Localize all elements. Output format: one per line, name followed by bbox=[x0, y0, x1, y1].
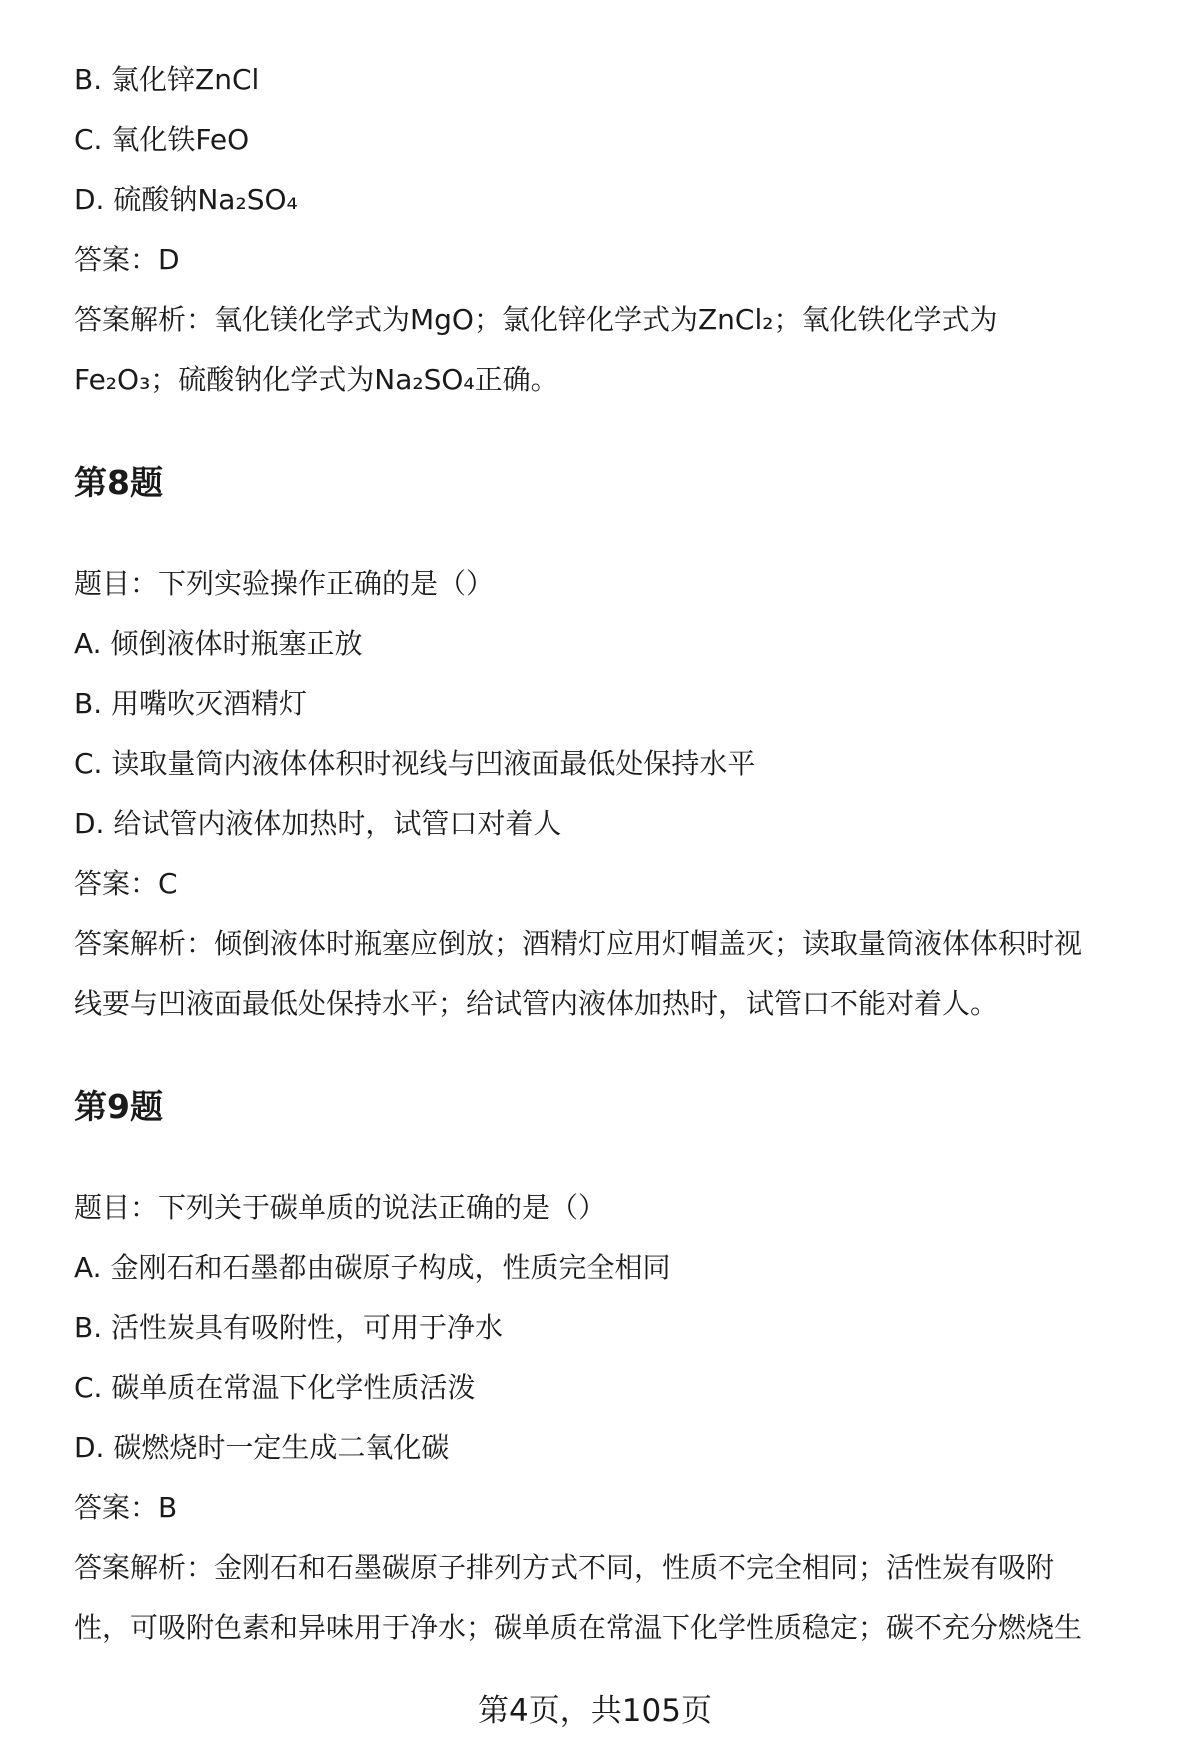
answer: 答案：D bbox=[74, 243, 180, 276]
answer-analysis-line-1: 答案解析：金刚石和石墨碳原子排列方式不同，性质不完全相同；活性炭有吸附 bbox=[74, 1551, 1055, 1584]
option-d: D. 硫酸钠Na₂SO₄ bbox=[74, 183, 298, 216]
answer-analysis-line-1: 答案解析：倾倒液体时瓶塞应倒放；酒精灯应用灯帽盖灭；读取量筒液体体积时视 bbox=[74, 927, 1083, 960]
answer-analysis-line-2: 性，可吸附色素和异味用于净水；碳单质在常温下化学性质稳定；碳不充分燃烧生 bbox=[74, 1611, 1083, 1644]
option-b: B. 活性炭具有吸附性，可用于净水 bbox=[74, 1311, 504, 1344]
question-7-continued bbox=[74, 50, 1174, 410]
option-c: C. 氧化铁FeO bbox=[74, 123, 250, 156]
option-d: D. 碳燃烧时一定生成二氧化碳 bbox=[74, 1431, 450, 1464]
question-heading: 第9题 bbox=[74, 1087, 163, 1126]
question-stem: 题目：下列实验操作正确的是（） bbox=[74, 567, 495, 600]
question-8 bbox=[74, 452, 1174, 1034]
question-stem: 题目：下列关于碳单质的说法正确的是（） bbox=[74, 1191, 607, 1224]
answer: 答案：B bbox=[74, 1491, 178, 1524]
option-b: B. 氯化锌ZnCl bbox=[74, 63, 260, 96]
option-b: B. 用嘴吹灭酒精灯 bbox=[74, 687, 308, 720]
answer-analysis-line-1: 答案解析：氧化镁化学式为MgO；氯化锌化学式为ZnCl₂；氧化铁化学式为 bbox=[74, 303, 998, 336]
option-c: C. 碳单质在常温下化学性质活泼 bbox=[74, 1371, 476, 1404]
answer-analysis-line-2: Fe₂O₃；硫酸钠化学式为Na₂SO₄正确。 bbox=[74, 363, 559, 396]
page-number: 第4页，共105页 bbox=[478, 1693, 712, 1729]
option-d: D. 给试管内液体加热时，试管口对着人 bbox=[74, 807, 562, 840]
document-page bbox=[74, 50, 1174, 1658]
answer: 答案：C bbox=[74, 867, 178, 900]
answer-analysis-line-2: 线要与凹液面最低处保持水平；给试管内液体加热时，试管口不能对着人。 bbox=[74, 987, 999, 1020]
option-c: C. 读取量筒内液体体积时视线与凹液面最低处保持水平 bbox=[74, 747, 756, 780]
option-a: A. 倾倒液体时瓶塞正放 bbox=[74, 627, 363, 660]
option-a: A. 金刚石和石墨都由碳原子构成，性质完全相同 bbox=[74, 1251, 671, 1284]
question-9 bbox=[74, 1076, 1174, 1658]
question-heading: 第8题 bbox=[74, 463, 163, 502]
